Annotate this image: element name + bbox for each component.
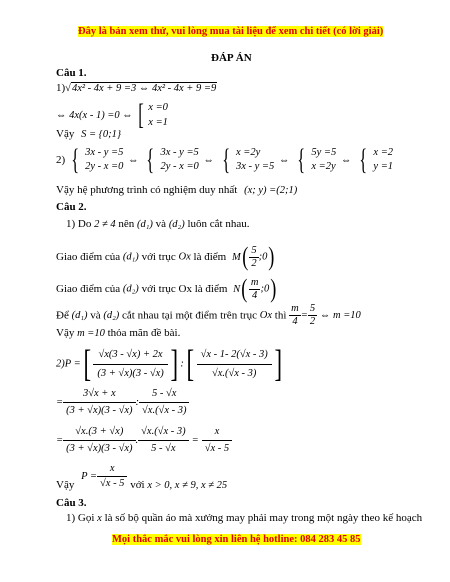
divide-sign: : [135,397,140,408]
frac-num: 5 [251,244,257,256]
system-4-eq-a: 5y =5 [311,147,337,158]
axis-ox: Ox [259,310,273,321]
divide-sign: : [180,358,184,370]
frac-num: m [291,303,299,314]
m-value: m =10 [77,328,105,339]
text-intersect: luôn cắt nhau. [187,218,250,230]
frac-num: m [250,276,259,288]
frac-4 [139,386,189,419]
frac-num: √x.(3 + √x) [63,424,135,441]
text-vay: Vậy [56,327,75,339]
answer-title: ĐÁP ÁN [211,52,252,64]
point-n-y: ;0 [260,283,270,295]
conclusion-text: Vậy hệ phương trình có nghiệm duy nhất [56,184,238,196]
brace-icon: { [359,143,368,176]
line-d2: (d₂) [168,219,185,230]
line-d1: (d₁) [137,219,153,230]
frac-den: √x - 5 [204,443,230,454]
point-m-x [249,245,258,270]
text-giao-diem: Giao điểm của [56,251,121,263]
text-do: 1) Do [66,218,92,230]
condition: x > 0, x ≠ 9, x ≠ 25 [147,480,228,491]
cau1-p1-cases [148,100,168,130]
frac-num: √x(3 - √x) + 2x [93,346,167,365]
frac-den: 2 [251,257,257,269]
cau1-p1-conclusion [56,128,121,140]
expr-line-1 [56,342,284,386]
fraction-m-4 [289,303,301,328]
frac-num: 5 - √x [139,386,189,403]
system-5-eq-b: y =1 [373,161,394,172]
cau1-p2-conclusion [56,184,297,196]
equals-sign: = [56,435,64,446]
system-3 [236,146,274,174]
cau1-p1-step [56,100,168,130]
cau3-heading: Câu 3. [56,497,87,509]
frac-final [97,462,127,491]
system-1 [85,146,123,174]
point-m: M [231,251,241,263]
frac-den: (3 + √x)(3 - √x) [66,405,133,416]
frac-den: 4 [292,316,298,327]
case-2: x =1 [148,117,168,128]
cau1-heading: Câu 1. [56,67,87,79]
dot-sign: . [135,435,139,446]
brace-icon: [ [137,98,144,131]
bracket-close-icon: ] [274,343,282,385]
text-giao-diem: Giao điểm của [56,283,121,295]
text-definition: là số bộ quần áo mà xưởng may phải may trong một ngày theo kế hoạch [104,512,423,524]
text-cat-nhau: cắt nhau tại một điểm trên trục [122,309,258,322]
conclusion-label: Vậy [56,128,75,140]
equals-sign: = [191,435,199,446]
point-n-x [249,277,261,302]
frac-6 [135,424,188,457]
inequality: 2 ≠ 4 [94,219,116,230]
line-d2: (d₂) [122,283,139,295]
frac-den: √x - 5 [100,478,125,489]
equiv-icon: ⇔ [128,154,139,166]
text-voi-truc: với trục [141,251,176,263]
text-nen: nên [118,218,135,230]
frac-7 [202,424,232,457]
frac-num: x [97,462,127,477]
solution-set: S = {0;1} [81,129,122,140]
paren-open-icon: ( [242,242,249,271]
variable-x: x [97,513,102,524]
axis-ox: Ox [178,251,191,263]
system-3-eq-a: x =2y [235,147,261,158]
brace-icon: { [297,143,306,176]
cau1-p1-label: 1) [56,82,66,94]
text-va: và [90,309,101,322]
fraction-5-2 [308,303,317,328]
system-4 [311,146,336,174]
system-4-eq-b: x =2y [311,161,336,172]
case-1: x =0 [148,102,168,113]
paren-open-icon: ( [241,274,248,303]
cau2-heading: Câu 2. [56,201,87,213]
equiv-icon: ⇔ [341,154,352,166]
cau1-p1-equation: 4x² - 4x + 9 =3 ⇔ 4x² - 4x + 9 =9 [71,83,217,94]
equiv-icon: ⇔ [278,154,290,166]
system-2-eq-b: 2y - x =0 [160,161,199,172]
expr-line-2 [56,386,189,419]
cau2-g1-line [56,242,276,272]
equiv-icon: ⇔ [203,154,215,166]
frac-num: 3√x + x [63,386,135,403]
cau1-p1-line: 1)√4x² - 4x + 9 =3 ⇔ 4x² - 4x + 9 =9 [56,82,217,94]
expr-line-3 [56,424,232,457]
system-3-eq-b: 3x - y =5 [235,161,275,172]
cau3-p1-line [66,512,422,524]
frac-2 [197,346,272,383]
frac-num: √x - 1- 2(√x - 3) [197,346,272,365]
text-thi: thì [274,309,287,322]
frac-1 [93,346,167,383]
text-va: và [155,218,167,230]
point-n: N [233,283,241,295]
frac-den: 4 [252,289,258,301]
frac-den: 5 - √x [151,443,176,454]
system-1-eq-b: 2y - x =0 [85,161,124,172]
bracket-close-icon: ] [170,343,178,385]
system-5 [373,146,393,174]
point-m-y: ;0 [258,251,268,263]
frac-num: √x.(√x - 3) [138,424,188,441]
bracket-open-icon: [ [186,343,195,385]
expr-final [56,462,227,491]
cau1-p2-systems [56,143,394,176]
frac-num: x [202,424,232,441]
text-la-diem: là điểm [193,251,227,263]
line-d1: (d₁) [71,310,88,321]
system-5-eq-a: x =2 [373,147,394,158]
cau2-g2-line [56,274,278,304]
result-m: ⇔ m =10 [319,310,361,321]
preview-notice: Đây là bản xem thử, vui lòng mua tài liệu để xem chi tiết (có lời giải) [78,26,384,37]
frac-den: √x.(√x - 3) [142,405,187,416]
frac-den: 2 [309,316,316,327]
frac-den: (3 + √x)(3 - √x) [66,443,133,454]
unique-solution: (x; y) =(2;1) [244,185,298,196]
paren-close-icon: ) [268,242,275,271]
p-label: P = [81,471,98,482]
text-voi: với [130,479,145,491]
system-2 [161,146,199,174]
cau1-p2-label: 2) [56,154,66,166]
frac-5 [63,424,135,457]
p-label: 2)P = [56,358,81,370]
brace-icon: { [71,143,80,176]
hotline-footer: Mọi thắc mắc vui lòng xin liên hệ hotline: 084 283 45 85 [112,534,361,545]
system-2-eq-a: 3x - y =5 [160,147,199,158]
text-goi: 1) Gọi [66,512,95,524]
brace-icon: { [222,143,230,176]
text-vay: Vậy [56,479,75,491]
line-d1: (d₁) [122,251,139,263]
bracket-open-icon: [ [83,343,91,385]
cau1-p1-step-lhs: ⇔ 4x(x - 1) =0 ⇔ [56,109,133,121]
frac-num: 5 [309,303,316,314]
system-1-eq-a: 3x - y =5 [85,147,124,158]
equals-sign: = [300,310,308,321]
brace-icon: { [146,143,155,176]
equals-sign: = [56,397,64,408]
frac-3 [63,386,135,419]
frac-den: √x.(√x - 3) [211,367,257,379]
frac-den: (3 + √x)(3 - √x) [97,367,164,379]
text-thoa-man: thỏa mãn đề bài. [107,327,181,339]
line-d2: (d₂) [103,310,120,321]
paren-close-icon: ) [270,274,277,303]
cau2-p1-line [66,218,249,230]
cau2-g4-line [56,327,180,339]
text-voi-truc: với trục Ox là điểm [141,283,228,295]
cau2-g3-line [56,303,361,328]
text-de: Để [56,309,69,322]
